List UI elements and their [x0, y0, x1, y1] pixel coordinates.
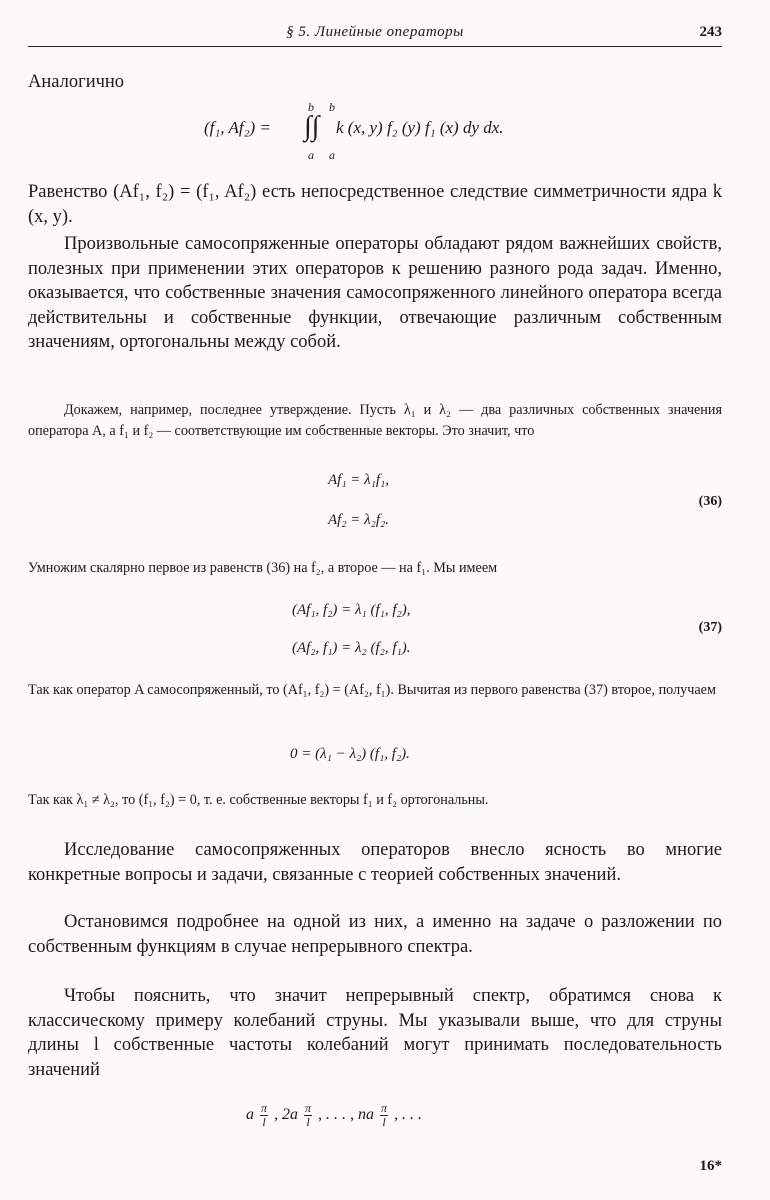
fraction-denominator: l	[306, 1115, 310, 1129]
paragraph-symmetry: Равенство (Af₁, f₂) = (f₁, Af₂) есть непосредственное следствие симметричности ядра k (x, y).	[28, 182, 722, 227]
equation-37-line-2: (Af₂, f₁) = λ₂ (f₂, f₁).	[292, 640, 411, 656]
paragraph-research: Исследование самосопряженных операторов внесло ясность во многие конкретные вопросы и задачи, связанные с теорией собственных значений.	[28, 840, 722, 885]
fraction-numerator: π	[261, 1101, 268, 1115]
equation-number-36: (36)	[698, 494, 722, 509]
fraction-pi-over-l	[260, 1102, 268, 1129]
integral-rhs: k (x, y) f₂ (y) f₁ (x) dy dx.	[336, 118, 504, 137]
paragraph-explain: Чтобы пояснить, что значит непрерывный спектр, обратимся снова к классическому примеру колебаний струны. Мы указывали выше, что для струны длины l собственные частоты колебаний могут принимать последовательность значений	[28, 986, 722, 1080]
equation-number-37: (37)	[698, 620, 722, 635]
equation-37-line-1: (Af₁, f₂) = λ₁ (f₁, f₂),	[292, 602, 411, 618]
seq-term-3: , . . . , na	[318, 1106, 375, 1124]
integral-lower-limits: a a	[308, 148, 341, 162]
section-title: § 5. Линейные операторы	[286, 24, 464, 40]
equation-integral	[204, 100, 564, 164]
paragraph-analog: Аналогично	[28, 72, 125, 92]
integral-upper-limits: b b	[308, 100, 341, 114]
equation-zero: 0 = (λ₁ − λ₂) (f₁, f₂).	[290, 746, 410, 762]
paragraph-since: Так как оператор A самосопряженный, то (Af₁, f₂) = (Af₂, f₁). Вычитая из первого равенства (37) второе, получаем	[28, 682, 716, 698]
paragraph-stop: Остановимся подробнее на одной из них, а именно на задаче о разложении по собственным функциям в случае непрерывного спектра.	[28, 912, 722, 957]
seq-term-2: , 2a	[274, 1106, 299, 1124]
paragraph-proof: Докажем, например, последнее утверждение. Пусть λ₁ и λ₂ — два различных собственных значения оператора A, а f₁ и f₂ — соответствующие им собственные векторы. Это значит, что	[28, 402, 722, 439]
paragraph-multiply: Умножим скалярно первое из равенств (36) на f₂, а второе — на f₁. Мы имеем	[28, 560, 498, 576]
seq-term-1: a	[246, 1106, 254, 1124]
page-number: 243	[699, 24, 722, 40]
fraction-pi-over-l	[380, 1102, 388, 1129]
fraction-denominator: l	[382, 1115, 386, 1129]
paragraph-properties: Произвольные самосопряженные операторы обладают рядом важнейших свойств, полезных при применении этих операторов к решению разного рода задач. Именно, оказывается, что собственные значения самосопряженного линейного оператора всегда действительны и собственные функции, отвечающие различным собственным значениям, ортогональны между собой.	[28, 234, 722, 353]
frequency-sequence	[246, 1102, 422, 1129]
equation-36-line-2: Af₂ = λ₂f₂.	[328, 512, 390, 528]
fraction-pi-over-l	[304, 1102, 312, 1129]
double-integral-sign: ∫∫	[304, 111, 320, 142]
integral-lhs: (f₁, Af₂) =	[204, 118, 271, 137]
equation-36-line-1: Af₁ = λ₁f₁,	[328, 472, 390, 488]
seq-term-4: , . . .	[394, 1106, 423, 1124]
paragraph-orthogonal: Так как λ₁ ≠ λ₂, то (f₁, f₂) = 0, т. е. собственные векторы f₁ и f₂ ортогональны.	[28, 792, 489, 808]
fraction-denominator: l	[262, 1115, 266, 1129]
fraction-numerator: π	[381, 1101, 388, 1115]
signature-mark: 16*	[699, 1158, 722, 1174]
fraction-numerator: π	[305, 1101, 312, 1115]
running-header	[28, 24, 722, 47]
